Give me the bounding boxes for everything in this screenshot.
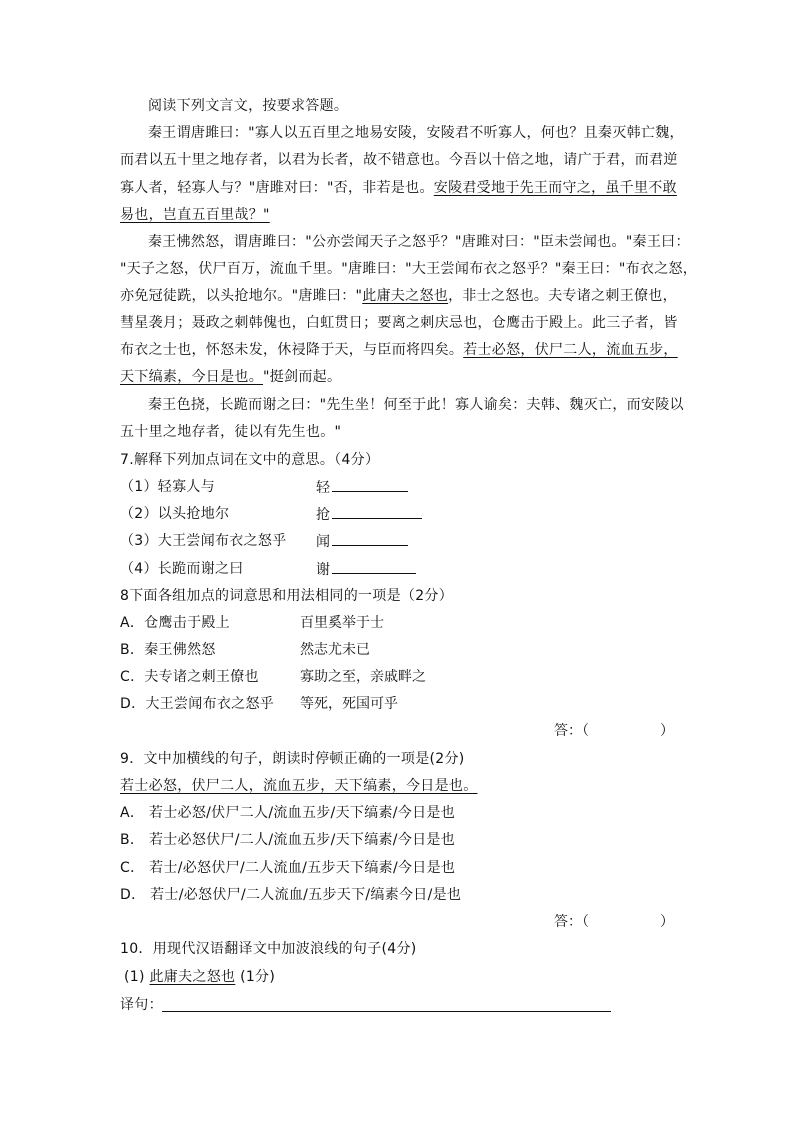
q10-sub-prefix: (1) [124, 969, 145, 985]
answer-label: 答：（ [554, 914, 589, 930]
q8-option-b: B．秦王佛然怒 [120, 642, 216, 658]
q8-option-c: C．夫专诸之刺王僚也 [120, 669, 259, 685]
q9-option-b: B． 若士必怒伏尸/二人/流血五步/天下缟素/今日是也 [120, 832, 456, 848]
q7-item-3-answer [316, 531, 408, 552]
q7-item-3-label: （3）大王尝闻布衣之怒乎 [120, 533, 287, 549]
passage-text: "挺剑而起。 [263, 369, 342, 385]
answer-close: ） [660, 723, 674, 739]
q7-item-4-blank[interactable] [332, 559, 416, 574]
q10-sub-item [124, 967, 275, 987]
passage-text: 寡人者，轻寡人与？"唐雎对曰："否，非若是也。 [120, 180, 434, 196]
passage-p1-line3 [120, 178, 677, 198]
passage-p2-line1: 秦王怫然怒，谓唐雎曰："公亦尝闻天子之怒乎？"唐雎对曰："臣未尝闻也。"秦王曰： [148, 234, 690, 250]
q8-option-b-pair: 然志尤未已 [300, 642, 370, 658]
q8-option-a-pair: 百里奚举于士 [300, 615, 384, 631]
passage-text: ，非士之怒也。夫专诸之刺王僚也， [448, 288, 677, 304]
q8-answer-slot[interactable] [554, 721, 674, 741]
q7-item-1-label: （1）轻寡人与 [120, 479, 216, 495]
q7-item-3-word: 闻 [316, 534, 330, 550]
q9-option-c: C． 若士/必怒伏尸/二人流血/五步天下缟素/今日是也 [120, 860, 456, 876]
passage-p2-line5 [120, 340, 678, 360]
q7-item-2-label: （2）以头抢地尔 [120, 506, 230, 522]
passage-p3-line1: 秦王色挠，长跪而谢之曰："先生坐！何至于此！寡人谕矣：夫韩、魏灭亡，而安陵以 [148, 397, 684, 413]
wavy-underlined-sentence: 此庸夫之怒也 [149, 969, 236, 985]
q9-answer-slot[interactable] [554, 912, 674, 932]
q7-item-4-word: 谢 [316, 562, 330, 578]
passage-p2-line4: 彗星袭月；聂政之刺韩傀也，白虹贯日；要离之刺庆忌也，仓鹰击于殿上。此三子者，皆 [120, 315, 678, 331]
passage-p1-line2: 而君以五十里之地存者，以君为长者，故不错意也。今吾以十倍之地，请广于君，而君逆 [120, 152, 678, 168]
q8-option-d: D．大王尝闻布衣之怒乎 [120, 696, 275, 712]
q7-item-1-blank[interactable] [332, 477, 408, 492]
underlined-sentence: 天下缟素，今日是也。 [120, 369, 263, 385]
q9-option-d: D． 若士/必怒伏尸/二人流血/五步天下/缟素今日/是也 [120, 887, 462, 903]
underlined-sentence: 安陵君受地于先王而守之，虽千里不敢 [433, 180, 677, 196]
q7-item-2-word: 抢 [316, 507, 330, 523]
q7-item-4-label: （4）长跪而谢之曰 [120, 561, 244, 577]
q7-item-1-answer [316, 477, 408, 498]
answer-label: 答：（ [554, 723, 589, 739]
passage-p2-line6 [120, 367, 341, 387]
passage-text: 布衣之士也，怀怒未发，休祲降于天，与臣而将四矣。 [120, 342, 464, 358]
passage-text: 亦免冠徒跣，以头抢地尔。"唐雎曰：" [120, 288, 363, 304]
translation-answer-line[interactable] [162, 1011, 611, 1012]
q9-sentence [120, 776, 478, 796]
q10-translate-label: 译句： [120, 997, 163, 1013]
q7-stem: 7.解释下列加点词在文中的意思。（4分） [120, 452, 380, 468]
passage-p2-line3 [120, 286, 677, 306]
q8-option-d-pair: 等死，死国可乎 [300, 696, 398, 712]
passage-p3-line2: 五十里之地存者，徒以有先生也。" [120, 424, 342, 440]
q8-option-c-pair: 寡助之至，亲戚畔之 [300, 669, 426, 685]
underlined-sentence: 若士必怒，伏尸二人，流血五步， [463, 342, 678, 358]
passage-p2-line2: "天子之怒，伏尸百万，流血千里。"唐雎曰："大王尝闻布衣之怒乎？"秦王曰："布衣之怒， [120, 261, 698, 277]
wavy-underlined-sentence: 此庸夫之怒也 [362, 288, 449, 304]
q8-option-a: A．仓鹰击于殿上 [120, 615, 230, 631]
passage-p1-line1: 秦王谓唐雎曰："寡人以五百里之地易安陵，安陵君不听寡人，何也？且秦灭韩亡魏， [148, 125, 684, 141]
q7-item-1-word: 轻 [316, 480, 330, 496]
q10-sub-points: (1分) [240, 969, 276, 985]
q7-item-4-answer [316, 559, 416, 580]
underlined-sentence: 易也，岂直五百里哉？" [120, 207, 270, 223]
passage-p1-line4 [120, 205, 270, 225]
q7-item-2-blank[interactable] [332, 504, 422, 519]
q9-option-a: A． 若士必怒/伏尸二人/流血五步/天下缟素/今日是也 [120, 805, 455, 821]
q7-item-3-blank[interactable] [332, 531, 408, 546]
underlined-sentence: 若士必怒，伏尸二人，流血五步，天下缟素，今日是也。 [120, 778, 478, 794]
passage-intro: 阅读下列文言文，按要求答题。 [148, 98, 349, 114]
q7-item-2-answer [316, 504, 422, 525]
q9-stem: 9．文中加横线的句子，朗读时停顿正确的一项是(2分) [120, 751, 465, 767]
answer-close: ） [660, 914, 674, 930]
q10-stem: 10．用现代汉语翻译文中加波浪线的句子(4分) [120, 941, 417, 957]
q8-stem: 8下面各组加点的词意思和用法相同的一项是（2分） [120, 588, 454, 604]
